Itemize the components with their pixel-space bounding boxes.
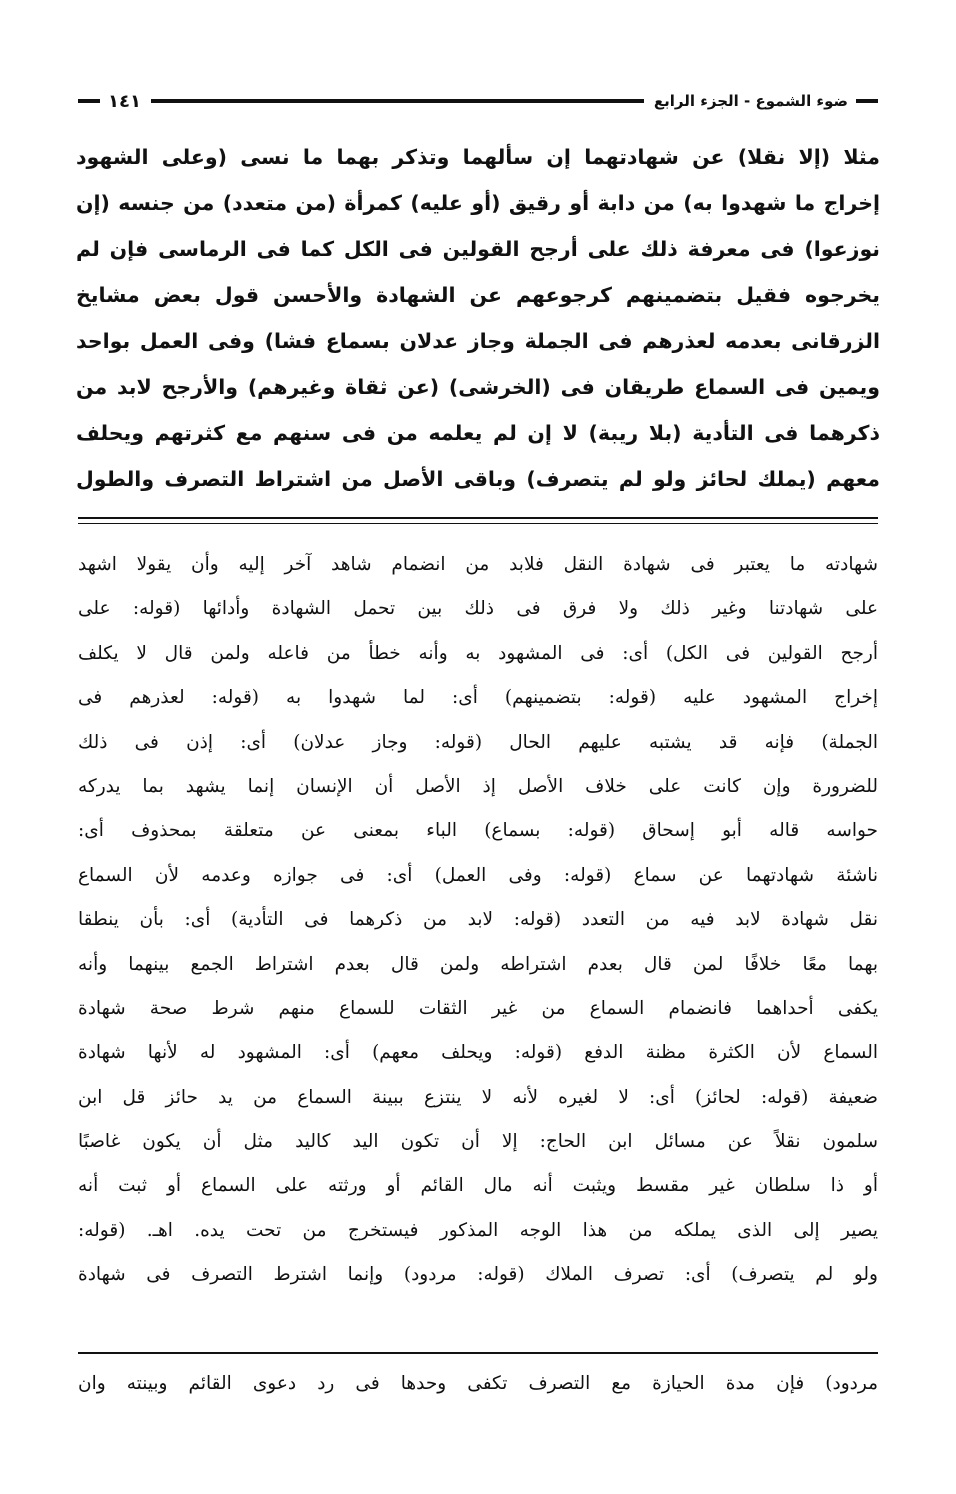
header-dash-right — [856, 99, 878, 103]
footnote-line: الجملة) فإنه قد يشتبه عليهم الحال (قوله: وجاز عدلان) أى: إذن فى ذلك — [78, 731, 878, 753]
footnote-commentary — [78, 543, 878, 1298]
main-line: مثلا (إلا نقلا) عن شهادتهما إن سألهما وتذكر بهما ما نسى (وعلى الشهود — [76, 145, 880, 169]
footnote-continuation — [78, 1362, 878, 1406]
footnote-line: بهما معًا خلافًا لمن قال بعدم اشتراطه ولمن قال بعدم اشتراط الجمع بينهما وأنه — [78, 953, 878, 975]
footnote-line: السماع لأن الكثرة مظنة الدفع (قوله: ويحلف معهم) أى: المشهود له لأنها شهادة — [78, 1042, 878, 1064]
footnote-line: ولو لم يتصرف) أى: تصرف الملاك (قوله: مردود) وإنما اشترط التصرف فى شهادة — [78, 1264, 878, 1286]
main-line: ذكرهما فى التأدية (بلا ريبة) لا إن لم يعلمه من فى سنهم مع كثرتهم ويحلف — [76, 421, 880, 445]
main-text — [76, 134, 880, 502]
continuation-line: مردود) فإن مدة الحيازة مع التصرف تكفى وحدها فى رد دعوى القائم وبينته وان — [78, 1373, 878, 1394]
header-title: ضوء الشموع - الجزء الرابع — [653, 92, 848, 110]
footnote-line: نقل شهادة لابد فيه من التعدد (قوله: لابد من ذكرهما فى التأدية) أى: بأن ينطقا — [78, 909, 878, 931]
footnote-line: سلمون نقلاً عن مسائل ابن الحاج: إلا أن تكون اليد كاليد مثل أن يكون غاصبًا — [78, 1131, 878, 1153]
footnote-line: ضعيفة (قوله: لحائز) أى: لا لغيره لأنه لا ينتزع ببينة السماع من يد حائز قل ابن — [78, 1086, 878, 1108]
running-header — [78, 86, 878, 116]
footnote-line: ناشئة شهادتهما عن سماع (قوله: وفى العمل) أى: فى جوازه وعدمه لأن السماع — [78, 864, 878, 886]
main-line: نوزعوا) فى معرفة ذلك على أرجح القولين فى الكل كما فى الرماسى فإن لم — [76, 237, 880, 261]
main-line: إخراج ما شهدوا به) من دابة أو رقيق (أو عليه) كمرأة (من متعدد) من جنسه (إن — [76, 191, 880, 215]
main-line: معهم (يملك لحائز ولو لم يتصرف) وباقى الأصل من اشتراط التصرف والطول — [76, 467, 880, 491]
footnote-line: للضرورة وإن كانت على خلاف الأصل إذ الأصل أن الإنسان إنما يشهد بما يدركه — [78, 775, 878, 797]
footnote-line: على شهادتنا وغير ذلك ولا فرق فى ذلك بين تحمل الشهادة وأدائها (قوله: على — [78, 598, 878, 620]
text-separator-double — [78, 517, 878, 519]
page-number: ١٤١ — [108, 90, 141, 112]
main-line: ويمين فى السماع طريقان فى (الخرشى) (عن ثقاة وغيرهم) والأرجح لابد من — [76, 375, 880, 399]
footnote-line: أو ذا سلطان غير مقسط ويثبت أنه مال القائم أو ورثته على السماع أو ثبت أنه — [78, 1175, 878, 1197]
footnote-line: يصير إلى الذى يملكه من هذا الوجه المذكور فيستخرج من تحت يده. اهـ. (قوله: — [78, 1219, 878, 1241]
footnote-line: يكفى أحداهما فانضمام السماع من غير الثقات للسماع منهم شرط صحة شهادة — [78, 997, 878, 1019]
footnote-separator — [78, 1352, 878, 1354]
footnote-line: إخراج المشهود عليه (قوله: بتضمينهم) أى: لما شهدوا به (قوله: لعذرهم فى — [78, 687, 878, 709]
footnote-line: حواسه قاله أبو إسحاق (قوله: بسماع) الباء بمعنى عن متعلقة بمحذوف أى: — [78, 820, 878, 842]
header-dash-left — [78, 99, 100, 103]
footnote-line: شهادته ما يعتبر فى شهادة النقل فلابد من انضمام شاهد آخر إليه وأن يقولا اشهد — [78, 554, 878, 575]
header-rule — [151, 99, 644, 103]
main-line: الزرقانى بعدمه لعذرهم فى الجملة وجاز عدلان بسماع فشا) وفى العمل بواحد — [76, 329, 880, 353]
main-line: يخرجوه فقيل بتضمينهم كرجوعهم عن الشهادة والأحسن قول بعض مشايخ — [76, 283, 880, 307]
footnote-line: أرجح القولين فى الكل) أى: فى المشهود به وأنه خطأ من فاعله ولمن قال لا يكلف — [78, 642, 878, 664]
